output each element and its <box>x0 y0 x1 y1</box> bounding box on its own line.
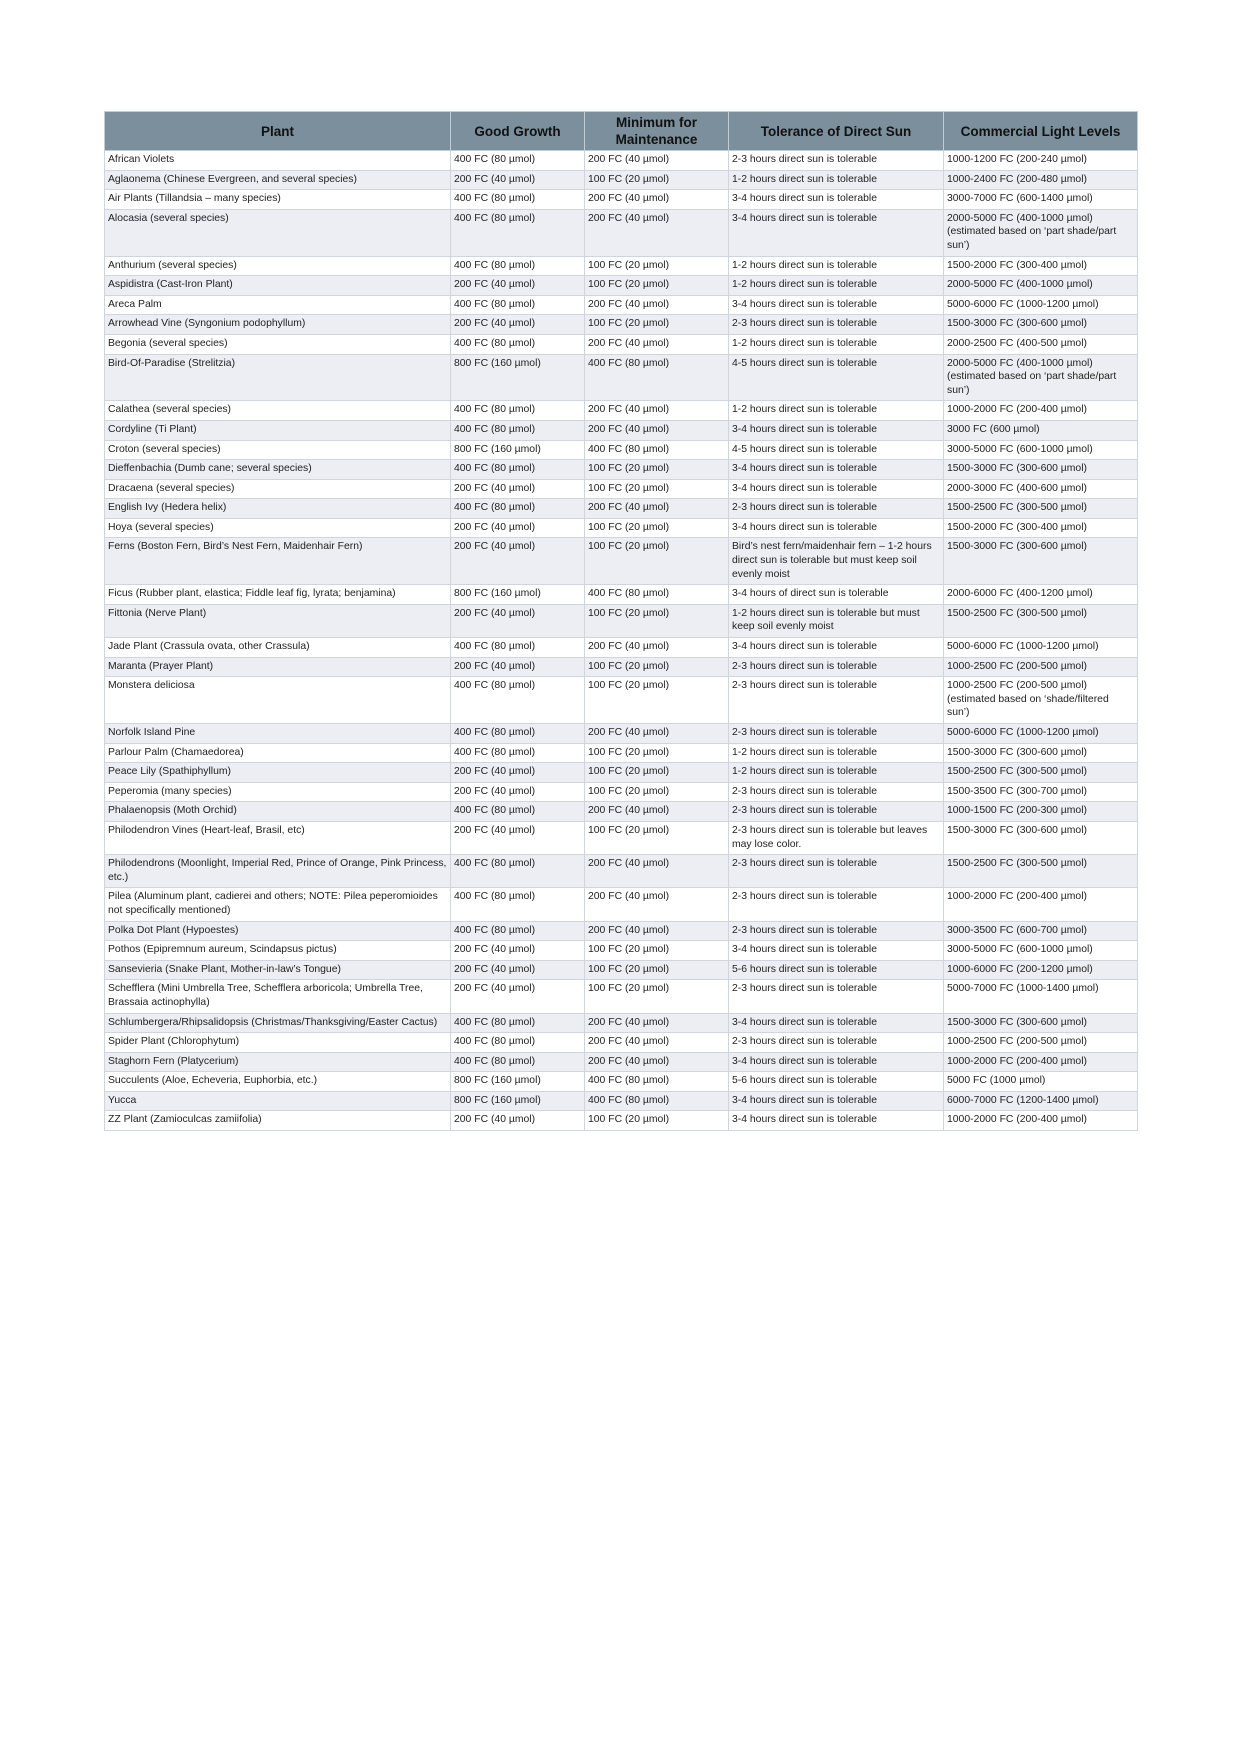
cell-minimum-maintenance: 200 FC (40 µmol) <box>585 1033 729 1053</box>
cell-plant: Polka Dot Plant (Hypoestes) <box>105 921 451 941</box>
cell-plant: Ferns (Boston Fern, Bird’s Nest Fern, Maidenhair Fern) <box>105 538 451 585</box>
cell-tolerance-direct-sun: 3-4 hours direct sun is tolerable <box>729 638 944 658</box>
cell-plant: Monstera deliciosa <box>105 677 451 724</box>
cell-minimum-maintenance: 200 FC (40 µmol) <box>585 638 729 658</box>
cell-tolerance-direct-sun: 2-3 hours direct sun is tolerable <box>729 499 944 519</box>
cell-good-growth: 400 FC (80 µmol) <box>451 743 585 763</box>
cell-tolerance-direct-sun: 3-4 hours direct sun is tolerable <box>729 209 944 256</box>
cell-plant: Peace Lily (Spathiphyllum) <box>105 763 451 783</box>
cell-good-growth: 400 FC (80 µmol) <box>451 677 585 724</box>
table-row <box>105 334 1138 354</box>
cell-minimum-maintenance: 200 FC (40 µmol) <box>585 209 729 256</box>
table-row <box>105 604 1138 637</box>
cell-good-growth: 400 FC (80 µmol) <box>451 190 585 210</box>
cell-good-growth: 400 FC (80 µmol) <box>451 638 585 658</box>
cell-minimum-maintenance: 200 FC (40 µmol) <box>585 888 729 921</box>
cell-good-growth: 200 FC (40 µmol) <box>451 763 585 783</box>
cell-good-growth: 800 FC (160 µmol) <box>451 1072 585 1092</box>
cell-tolerance-direct-sun: 3-4 hours direct sun is tolerable <box>729 460 944 480</box>
cell-plant: Pothos (Epipremnum aureum, Scindapsus pictus) <box>105 941 451 961</box>
cell-commercial-light-levels: 2000-3000 FC (400-600 µmol) <box>944 479 1138 499</box>
cell-commercial-light-levels: 1000-1500 FC (200-300 µmol) <box>944 802 1138 822</box>
cell-plant: Norfolk Island Pine <box>105 724 451 744</box>
cell-plant: Philodendrons (Moonlight, Imperial Red, Prince of Orange, Pink Princess, etc.) <box>105 855 451 888</box>
cell-commercial-light-levels: 3000-3500 FC (600-700 µmol) <box>944 921 1138 941</box>
cell-plant: Ficus (Rubber plant, elastica; Fiddle leaf fig, lyrata; benjamina) <box>105 585 451 605</box>
cell-tolerance-direct-sun: 2-3 hours direct sun is tolerable <box>729 724 944 744</box>
cell-commercial-light-levels: 5000-7000 FC (1000-1400 µmol) <box>944 980 1138 1013</box>
cell-commercial-light-levels: 2000-5000 FC (400-1000 µmol) <box>944 276 1138 296</box>
cell-commercial-light-levels: 2000-2500 FC (400-500 µmol) <box>944 334 1138 354</box>
table-row <box>105 855 1138 888</box>
cell-commercial-light-levels: 1000-2000 FC (200-400 µmol) <box>944 1111 1138 1131</box>
cell-minimum-maintenance: 200 FC (40 µmol) <box>585 802 729 822</box>
table-row <box>105 657 1138 677</box>
cell-plant: Maranta (Prayer Plant) <box>105 657 451 677</box>
cell-good-growth: 400 FC (80 µmol) <box>451 295 585 315</box>
cell-tolerance-direct-sun: 3-4 hours of direct sun is tolerable <box>729 585 944 605</box>
cell-tolerance-direct-sun: 2-3 hours direct sun is tolerable <box>729 802 944 822</box>
cell-commercial-light-levels: 1500-3000 FC (300-600 µmol) <box>944 460 1138 480</box>
cell-plant: Aspidistra (Cast-Iron Plant) <box>105 276 451 296</box>
table-row <box>105 1013 1138 1033</box>
cell-good-growth: 800 FC (160 µmol) <box>451 1091 585 1111</box>
cell-commercial-light-levels: 1500-3000 FC (300-600 µmol) <box>944 315 1138 335</box>
cell-minimum-maintenance: 100 FC (20 µmol) <box>585 657 729 677</box>
cell-minimum-maintenance: 100 FC (20 µmol) <box>585 941 729 961</box>
cell-commercial-light-levels: 3000-5000 FC (600-1000 µmol) <box>944 941 1138 961</box>
cell-good-growth: 400 FC (80 µmol) <box>451 151 585 171</box>
cell-minimum-maintenance: 400 FC (80 µmol) <box>585 1091 729 1111</box>
table-row <box>105 782 1138 802</box>
cell-plant: Areca Palm <box>105 295 451 315</box>
cell-plant: Dieffenbachia (Dumb cane; several species) <box>105 460 451 480</box>
table-row <box>105 256 1138 276</box>
table-row <box>105 401 1138 421</box>
cell-minimum-maintenance: 200 FC (40 µmol) <box>585 499 729 519</box>
table-row <box>105 921 1138 941</box>
table-row <box>105 440 1138 460</box>
cell-good-growth: 200 FC (40 µmol) <box>451 518 585 538</box>
cell-tolerance-direct-sun: 2-3 hours direct sun is tolerable <box>729 980 944 1013</box>
cell-commercial-light-levels: 1500-2000 FC (300-400 µmol) <box>944 518 1138 538</box>
cell-tolerance-direct-sun: 2-3 hours direct sun is tolerable <box>729 855 944 888</box>
table-row <box>105 980 1138 1013</box>
cell-plant: Schefflera (Mini Umbrella Tree, Schefflera arboricola; Umbrella Tree, Brassaia actinophylla) <box>105 980 451 1013</box>
table-row <box>105 538 1138 585</box>
table-row <box>105 960 1138 980</box>
cell-good-growth: 200 FC (40 µmol) <box>451 604 585 637</box>
cell-tolerance-direct-sun: 3-4 hours direct sun is tolerable <box>729 190 944 210</box>
plant-light-table <box>104 111 1138 1131</box>
cell-minimum-maintenance: 200 FC (40 µmol) <box>585 921 729 941</box>
cell-plant: Staghorn Fern (Platycerium) <box>105 1052 451 1072</box>
cell-minimum-maintenance: 100 FC (20 µmol) <box>585 960 729 980</box>
table-row <box>105 585 1138 605</box>
table-header <box>105 112 1138 151</box>
cell-minimum-maintenance: 200 FC (40 µmol) <box>585 295 729 315</box>
cell-good-growth: 400 FC (80 µmol) <box>451 802 585 822</box>
cell-commercial-light-levels: 3000 FC (600 µmol) <box>944 420 1138 440</box>
cell-good-growth: 800 FC (160 µmol) <box>451 440 585 460</box>
cell-plant: African Violets <box>105 151 451 171</box>
cell-minimum-maintenance: 100 FC (20 µmol) <box>585 677 729 724</box>
cell-minimum-maintenance: 100 FC (20 µmol) <box>585 315 729 335</box>
table-row <box>105 802 1138 822</box>
cell-minimum-maintenance: 100 FC (20 µmol) <box>585 821 729 854</box>
cell-plant: ZZ Plant (Zamioculcas zamiifolia) <box>105 1111 451 1131</box>
cell-plant: Jade Plant (Crassula ovata, other Crassula) <box>105 638 451 658</box>
cell-plant: Dracaena (several species) <box>105 479 451 499</box>
cell-plant: Fittonia (Nerve Plant) <box>105 604 451 637</box>
cell-plant: Aglaonema (Chinese Evergreen, and several species) <box>105 170 451 190</box>
cell-good-growth: 400 FC (80 µmol) <box>451 921 585 941</box>
cell-commercial-light-levels: 1500-3000 FC (300-600 µmol) <box>944 538 1138 585</box>
cell-commercial-light-levels: 1500-3500 FC (300-700 µmol) <box>944 782 1138 802</box>
cell-tolerance-direct-sun: 3-4 hours direct sun is tolerable <box>729 1013 944 1033</box>
cell-tolerance-direct-sun: 4-5 hours direct sun is tolerable <box>729 440 944 460</box>
cell-commercial-light-levels: 1000-6000 FC (200-1200 µmol) <box>944 960 1138 980</box>
cell-plant: Pilea (Aluminum plant, cadierei and others; NOTE: Pilea peperomioides not specifically mentioned) <box>105 888 451 921</box>
table-row <box>105 638 1138 658</box>
cell-plant: Bird-Of-Paradise (Strelitzia) <box>105 354 451 401</box>
cell-tolerance-direct-sun: 2-3 hours direct sun is tolerable <box>729 657 944 677</box>
table-row <box>105 315 1138 335</box>
cell-commercial-light-levels: 1500-2500 FC (300-500 µmol) <box>944 604 1138 637</box>
cell-minimum-maintenance: 200 FC (40 µmol) <box>585 190 729 210</box>
cell-commercial-light-levels: 5000-6000 FC (1000-1200 µmol) <box>944 724 1138 744</box>
cell-tolerance-direct-sun: 2-3 hours direct sun is tolerable but leaves may lose color. <box>729 821 944 854</box>
cell-plant: English Ivy (Hedera helix) <box>105 499 451 519</box>
table-row <box>105 724 1138 744</box>
cell-commercial-light-levels: 1500-3000 FC (300-600 µmol) <box>944 743 1138 763</box>
cell-tolerance-direct-sun: 5-6 hours direct sun is tolerable <box>729 960 944 980</box>
table-row <box>105 1091 1138 1111</box>
cell-good-growth: 400 FC (80 µmol) <box>451 420 585 440</box>
cell-minimum-maintenance: 100 FC (20 µmol) <box>585 604 729 637</box>
cell-tolerance-direct-sun: 3-4 hours direct sun is tolerable <box>729 518 944 538</box>
cell-commercial-light-levels: 2000-5000 FC (400-1000 µmol) (estimated based on ‘part shade/part sun’) <box>944 209 1138 256</box>
cell-minimum-maintenance: 100 FC (20 µmol) <box>585 743 729 763</box>
cell-minimum-maintenance: 400 FC (80 µmol) <box>585 440 729 460</box>
cell-commercial-light-levels: 5000-6000 FC (1000-1200 µmol) <box>944 638 1138 658</box>
table-row <box>105 170 1138 190</box>
cell-good-growth: 400 FC (80 µmol) <box>451 724 585 744</box>
cell-plant: Hoya (several species) <box>105 518 451 538</box>
header-minimum-maintenance: Minimum for Maintenance <box>585 112 729 151</box>
cell-tolerance-direct-sun: 1-2 hours direct sun is tolerable <box>729 401 944 421</box>
cell-good-growth: 400 FC (80 µmol) <box>451 256 585 276</box>
cell-commercial-light-levels: 1000-2500 FC (200-500 µmol) (estimated based on ‘shade/filtered sun’) <box>944 677 1138 724</box>
cell-minimum-maintenance: 200 FC (40 µmol) <box>585 151 729 171</box>
cell-plant: Alocasia (several species) <box>105 209 451 256</box>
cell-minimum-maintenance: 400 FC (80 µmol) <box>585 1072 729 1092</box>
cell-tolerance-direct-sun: 3-4 hours direct sun is tolerable <box>729 420 944 440</box>
cell-minimum-maintenance: 100 FC (20 µmol) <box>585 782 729 802</box>
cell-good-growth: 400 FC (80 µmol) <box>451 209 585 256</box>
cell-minimum-maintenance: 100 FC (20 µmol) <box>585 460 729 480</box>
cell-commercial-light-levels: 1500-2500 FC (300-500 µmol) <box>944 499 1138 519</box>
cell-good-growth: 200 FC (40 µmol) <box>451 538 585 585</box>
table-row <box>105 190 1138 210</box>
cell-good-growth: 400 FC (80 µmol) <box>451 401 585 421</box>
cell-commercial-light-levels: 5000 FC (1000 µmol) <box>944 1072 1138 1092</box>
cell-tolerance-direct-sun: 3-4 hours direct sun is tolerable <box>729 479 944 499</box>
cell-tolerance-direct-sun: 1-2 hours direct sun is tolerable <box>729 743 944 763</box>
table-row <box>105 295 1138 315</box>
cell-tolerance-direct-sun: 1-2 hours direct sun is tolerable <box>729 170 944 190</box>
table-row <box>105 941 1138 961</box>
table-row <box>105 677 1138 724</box>
table-row <box>105 420 1138 440</box>
cell-tolerance-direct-sun: 2-3 hours direct sun is tolerable <box>729 1033 944 1053</box>
cell-minimum-maintenance: 100 FC (20 µmol) <box>585 980 729 1013</box>
cell-commercial-light-levels: 3000-7000 FC (600-1400 µmol) <box>944 190 1138 210</box>
cell-tolerance-direct-sun: 3-4 hours direct sun is tolerable <box>729 1111 944 1131</box>
cell-minimum-maintenance: 200 FC (40 µmol) <box>585 420 729 440</box>
cell-plant: Yucca <box>105 1091 451 1111</box>
cell-good-growth: 400 FC (80 µmol) <box>451 1013 585 1033</box>
cell-tolerance-direct-sun: 2-3 hours direct sun is tolerable <box>729 677 944 724</box>
header-row <box>105 112 1138 151</box>
cell-commercial-light-levels: 1000-2000 FC (200-400 µmol) <box>944 401 1138 421</box>
cell-plant: Philodendron Vines (Heart-leaf, Brasil, etc) <box>105 821 451 854</box>
cell-plant: Croton (several species) <box>105 440 451 460</box>
cell-commercial-light-levels: 2000-5000 FC (400-1000 µmol) (estimated based on ‘part shade/part sun’) <box>944 354 1138 401</box>
header-tolerance-direct-sun: Tolerance of Direct Sun <box>729 112 944 151</box>
table-row <box>105 209 1138 256</box>
header-commercial-light-levels: Commercial Light Levels <box>944 112 1138 151</box>
cell-minimum-maintenance: 200 FC (40 µmol) <box>585 855 729 888</box>
table-row <box>105 743 1138 763</box>
table-row <box>105 1052 1138 1072</box>
cell-tolerance-direct-sun: 2-3 hours direct sun is tolerable <box>729 151 944 171</box>
table-row <box>105 460 1138 480</box>
cell-tolerance-direct-sun: 3-4 hours direct sun is tolerable <box>729 1091 944 1111</box>
cell-good-growth: 800 FC (160 µmol) <box>451 354 585 401</box>
cell-good-growth: 400 FC (80 µmol) <box>451 888 585 921</box>
cell-good-growth: 200 FC (40 µmol) <box>451 315 585 335</box>
cell-commercial-light-levels: 3000-5000 FC (600-1000 µmol) <box>944 440 1138 460</box>
cell-minimum-maintenance: 100 FC (20 µmol) <box>585 170 729 190</box>
cell-plant: Calathea (several species) <box>105 401 451 421</box>
cell-good-growth: 200 FC (40 µmol) <box>451 1111 585 1131</box>
cell-tolerance-direct-sun: 3-4 hours direct sun is tolerable <box>729 941 944 961</box>
cell-tolerance-direct-sun: 2-3 hours direct sun is tolerable <box>729 315 944 335</box>
cell-good-growth: 400 FC (80 µmol) <box>451 334 585 354</box>
cell-commercial-light-levels: 5000-6000 FC (1000-1200 µmol) <box>944 295 1138 315</box>
table-row <box>105 479 1138 499</box>
table-row <box>105 888 1138 921</box>
cell-minimum-maintenance: 100 FC (20 µmol) <box>585 538 729 585</box>
cell-good-growth: 400 FC (80 µmol) <box>451 1052 585 1072</box>
table-row <box>105 1033 1138 1053</box>
cell-good-growth: 200 FC (40 µmol) <box>451 941 585 961</box>
cell-good-growth: 400 FC (80 µmol) <box>451 499 585 519</box>
table-body <box>105 151 1138 1131</box>
cell-commercial-light-levels: 1000-2400 FC (200-480 µmol) <box>944 170 1138 190</box>
cell-plant: Air Plants (Tillandsia – many species) <box>105 190 451 210</box>
cell-tolerance-direct-sun: 5-6 hours direct sun is tolerable <box>729 1072 944 1092</box>
cell-minimum-maintenance: 200 FC (40 µmol) <box>585 1013 729 1033</box>
cell-tolerance-direct-sun: 2-3 hours direct sun is tolerable <box>729 888 944 921</box>
table-row <box>105 276 1138 296</box>
table-row <box>105 151 1138 171</box>
cell-good-growth: 200 FC (40 µmol) <box>451 782 585 802</box>
cell-good-growth: 200 FC (40 µmol) <box>451 821 585 854</box>
table-row <box>105 1111 1138 1131</box>
cell-minimum-maintenance: 100 FC (20 µmol) <box>585 276 729 296</box>
cell-good-growth: 200 FC (40 µmol) <box>451 980 585 1013</box>
table-row <box>105 821 1138 854</box>
cell-tolerance-direct-sun: 1-2 hours direct sun is tolerable <box>729 334 944 354</box>
cell-tolerance-direct-sun: 3-4 hours direct sun is tolerable <box>729 1052 944 1072</box>
cell-good-growth: 200 FC (40 µmol) <box>451 276 585 296</box>
header-plant: Plant <box>105 112 451 151</box>
table-row <box>105 763 1138 783</box>
cell-good-growth: 200 FC (40 µmol) <box>451 657 585 677</box>
cell-tolerance-direct-sun: 4-5 hours direct sun is tolerable <box>729 354 944 401</box>
cell-minimum-maintenance: 100 FC (20 µmol) <box>585 518 729 538</box>
table-row <box>105 1072 1138 1092</box>
cell-commercial-light-levels: 1000-1200 FC (200-240 µmol) <box>944 151 1138 171</box>
cell-tolerance-direct-sun: 1-2 hours direct sun is tolerable <box>729 763 944 783</box>
table-row <box>105 518 1138 538</box>
cell-minimum-maintenance: 100 FC (20 µmol) <box>585 479 729 499</box>
cell-tolerance-direct-sun: 3-4 hours direct sun is tolerable <box>729 295 944 315</box>
table-row <box>105 499 1138 519</box>
cell-tolerance-direct-sun: Bird’s nest fern/maidenhair fern – 1-2 hours direct sun is tolerable but must keep soil evenly moist <box>729 538 944 585</box>
cell-tolerance-direct-sun: 2-3 hours direct sun is tolerable <box>729 782 944 802</box>
cell-plant: Sansevieria (Snake Plant, Mother-in-law’s Tongue) <box>105 960 451 980</box>
cell-commercial-light-levels: 1500-2500 FC (300-500 µmol) <box>944 855 1138 888</box>
cell-commercial-light-levels: 1500-2500 FC (300-500 µmol) <box>944 763 1138 783</box>
table-row <box>105 354 1138 401</box>
cell-plant: Phalaenopsis (Moth Orchid) <box>105 802 451 822</box>
cell-tolerance-direct-sun: 1-2 hours direct sun is tolerable <box>729 276 944 296</box>
cell-plant: Parlour Palm (Chamaedorea) <box>105 743 451 763</box>
cell-minimum-maintenance: 200 FC (40 µmol) <box>585 401 729 421</box>
cell-plant: Begonia (several species) <box>105 334 451 354</box>
cell-minimum-maintenance: 200 FC (40 µmol) <box>585 1052 729 1072</box>
cell-minimum-maintenance: 100 FC (20 µmol) <box>585 256 729 276</box>
cell-good-growth: 200 FC (40 µmol) <box>451 960 585 980</box>
cell-good-growth: 400 FC (80 µmol) <box>451 1033 585 1053</box>
cell-plant: Spider Plant (Chlorophytum) <box>105 1033 451 1053</box>
cell-commercial-light-levels: 1000-2500 FC (200-500 µmol) <box>944 657 1138 677</box>
cell-good-growth: 800 FC (160 µmol) <box>451 585 585 605</box>
cell-good-growth: 200 FC (40 µmol) <box>451 479 585 499</box>
cell-minimum-maintenance: 200 FC (40 µmol) <box>585 724 729 744</box>
cell-minimum-maintenance: 200 FC (40 µmol) <box>585 334 729 354</box>
cell-commercial-light-levels: 1500-3000 FC (300-600 µmol) <box>944 821 1138 854</box>
cell-plant: Arrowhead Vine (Syngonium podophyllum) <box>105 315 451 335</box>
cell-plant: Anthurium (several species) <box>105 256 451 276</box>
cell-good-growth: 200 FC (40 µmol) <box>451 170 585 190</box>
cell-tolerance-direct-sun: 2-3 hours direct sun is tolerable <box>729 921 944 941</box>
cell-minimum-maintenance: 100 FC (20 µmol) <box>585 1111 729 1131</box>
cell-plant: Schlumbergera/Rhipsalidopsis (Christmas/Thanksgiving/Easter Cactus) <box>105 1013 451 1033</box>
header-good-growth: Good Growth <box>451 112 585 151</box>
cell-commercial-light-levels: 1000-2500 FC (200-500 µmol) <box>944 1033 1138 1053</box>
cell-commercial-light-levels: 1500-3000 FC (300-600 µmol) <box>944 1013 1138 1033</box>
cell-good-growth: 400 FC (80 µmol) <box>451 460 585 480</box>
cell-plant: Succulents (Aloe, Echeveria, Euphorbia, etc.) <box>105 1072 451 1092</box>
cell-commercial-light-levels: 1500-2000 FC (300-400 µmol) <box>944 256 1138 276</box>
cell-good-growth: 400 FC (80 µmol) <box>451 855 585 888</box>
cell-commercial-light-levels: 6000-7000 FC (1200-1400 µmol) <box>944 1091 1138 1111</box>
cell-commercial-light-levels: 1000-2000 FC (200-400 µmol) <box>944 1052 1138 1072</box>
cell-commercial-light-levels: 2000-6000 FC (400-1200 µmol) <box>944 585 1138 605</box>
cell-plant: Cordyline (Ti Plant) <box>105 420 451 440</box>
cell-plant: Peperomia (many species) <box>105 782 451 802</box>
cell-commercial-light-levels: 1000-2000 FC (200-400 µmol) <box>944 888 1138 921</box>
cell-tolerance-direct-sun: 1-2 hours direct sun is tolerable but must keep soil evenly moist <box>729 604 944 637</box>
cell-minimum-maintenance: 400 FC (80 µmol) <box>585 585 729 605</box>
cell-minimum-maintenance: 400 FC (80 µmol) <box>585 354 729 401</box>
cell-tolerance-direct-sun: 1-2 hours direct sun is tolerable <box>729 256 944 276</box>
cell-minimum-maintenance: 100 FC (20 µmol) <box>585 763 729 783</box>
